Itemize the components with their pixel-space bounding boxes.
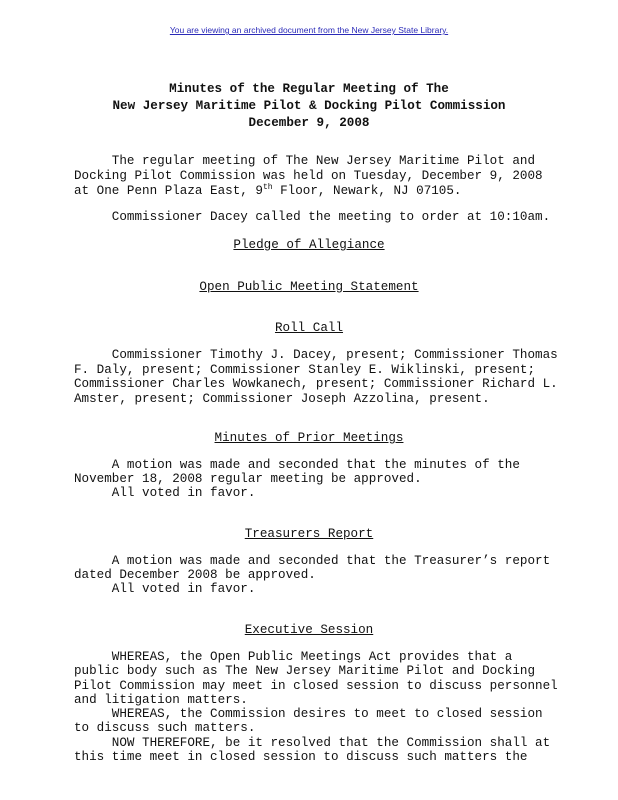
heading-executive-session: Executive Session (244, 623, 374, 637)
roll-call-line: Amster, present; Commissioner Joseph Azzolina, present. (74, 392, 490, 406)
executive-session-line: to discuss such matters. (74, 721, 256, 735)
executive-session-line: Pilot Commission may meet in closed session to discuss personnel (74, 679, 558, 693)
heading-minutes-of-prior-meetings: Minutes of Prior Meetings (214, 431, 404, 445)
executive-session-line: public body such as The New Jersey Maritime Pilot and Docking (74, 664, 536, 678)
floor-ordinal-superscript: th (262, 183, 273, 192)
minutes-prior-line: November 18, 2008 regular meeting be approved. (74, 472, 422, 486)
title-line-2: New Jersey Maritime Pilot & Docking Pilot Commission (112, 99, 506, 113)
executive-session-line: WHEREAS, the Commission desires to meet to closed session (74, 707, 543, 721)
intro-paragraph-line: Docking Pilot Commission was held on Tuesday, December 9, 2008 (74, 169, 543, 183)
treasurers-report-line: dated December 2008 be approved. (74, 568, 316, 582)
heading-treasurers-report: Treasurers Report (244, 527, 374, 541)
minutes-prior-line: All voted in favor. (74, 486, 256, 500)
roll-call-line: Commissioner Timothy J. Dacey, present; Commissioner Thomas (74, 348, 558, 362)
roll-call-line: F. Daly, present; Commissioner Stanley E. Wiklinski, present; (74, 363, 536, 377)
intro-paragraph-line: The regular meeting of The New Jersey Maritime Pilot and (74, 154, 536, 168)
intro-address-text-end: Floor, Newark, NJ 07105. (272, 184, 462, 198)
archive-banner-link[interactable]: You are viewing an archived document from the New Jersey State Library. (169, 25, 449, 35)
intro-paragraph-line (74, 184, 461, 199)
call-to-order-line: Commissioner Dacey called the meeting to order at 10:10am. (74, 210, 551, 224)
treasurers-report-line: All voted in favor. (74, 582, 256, 596)
treasurers-report-line: A motion was made and seconded that the Treasurer’s report (74, 554, 551, 568)
executive-session-line: and litigation matters. (74, 693, 248, 707)
title-line-1: Minutes of the Regular Meeting of The (169, 82, 449, 96)
roll-call-line: Commissioner Charles Wowkanech, present; Commissioner Richard L. (74, 377, 558, 391)
title-line-3: December 9, 2008 (248, 116, 370, 130)
executive-session-line: this time meet in closed session to discuss such matters the (74, 750, 528, 764)
heading-open-public-meeting-statement: Open Public Meeting Statement (199, 280, 419, 294)
minutes-prior-line: A motion was made and seconded that the minutes of the (74, 458, 520, 472)
heading-pledge-of-allegiance: Pledge of Allegiance (233, 238, 385, 252)
intro-address-text: at One Penn Plaza East, 9 (74, 184, 263, 198)
executive-session-line: WHEREAS, the Open Public Meetings Act provides that a (74, 650, 513, 664)
heading-roll-call: Roll Call (274, 321, 344, 335)
executive-session-line: NOW THEREFORE, be it resolved that the Commission shall at (74, 736, 551, 750)
